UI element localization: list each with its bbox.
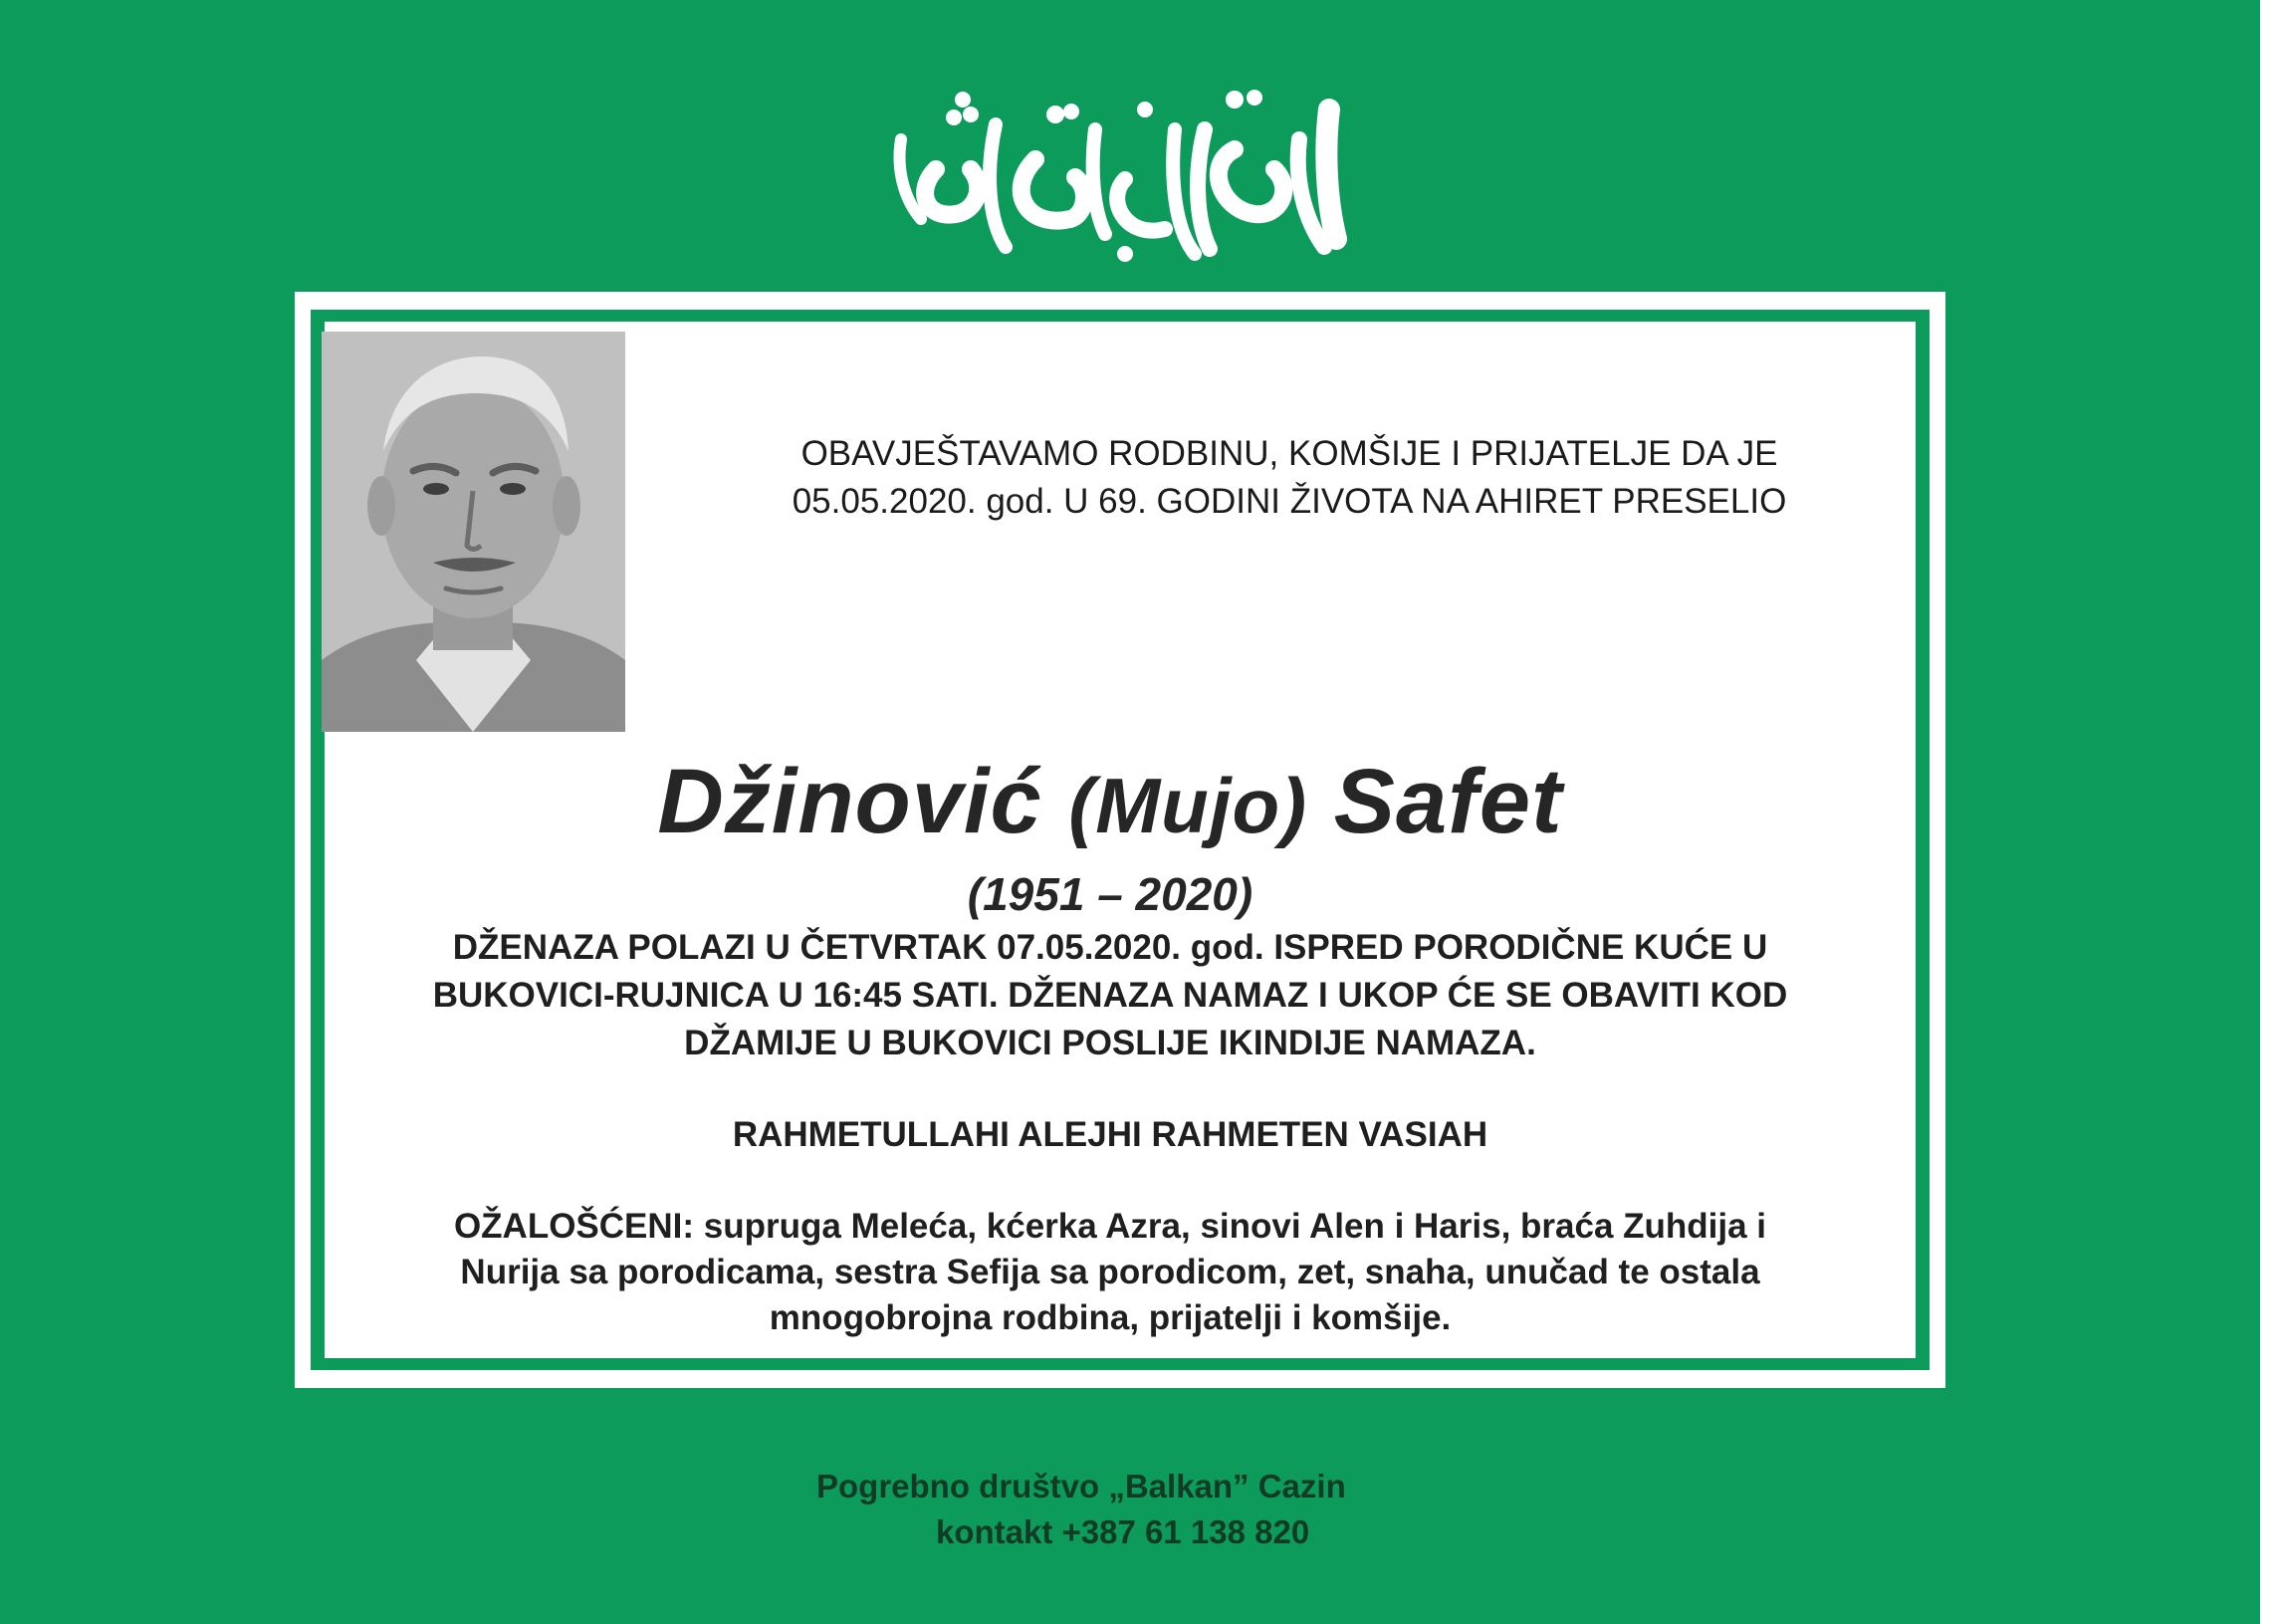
mourners-line: OŽALOŠĆENI: supruga Meleća, kćerka Azra, sinovi Alen i Haris, braća Zuhdija i <box>453 1207 1767 1246</box>
funeral-home-footer <box>597 1464 1613 1555</box>
deceased-first-name: Safet <box>1333 751 1563 852</box>
announcement-line: OBAVJEŠTAVAMO RODBINU, KOMŠIJE I PRIJATELJE DA JE <box>800 434 1778 473</box>
announcement-line: 05.05.2020. god. U 69. GODINI ŽIVOTA NA AHIRET PRESELIO <box>792 482 1787 521</box>
prayer-line: RAHMETULLAHI ALEJHI RAHMETEN VASIAH <box>732 1115 1488 1154</box>
funeral-line: DŽENAZA POLAZI U ČETVRTAK 07.05.2020. god. ISPRED PORODIČNE KUĆE U <box>452 928 1768 967</box>
deceased-surname: Džinović <box>657 751 1042 852</box>
life-years: (1951 – 2020) <box>967 868 1253 920</box>
deceased-middle-name: (Mujo) <box>1068 762 1308 849</box>
funeral-home-name: Pogrebno društvo „Balkan” Cazin <box>816 1468 1346 1505</box>
mourners-list <box>299 1204 1922 1341</box>
mourners-line: Nurija sa porodicama, sestra Sefija sa porodicom, zet, snaha, unučad te ostala <box>460 1253 1760 1291</box>
funeral-details <box>299 924 1922 1067</box>
funeral-line: DŽAMIJE U BUKOVICI POSLIJE IKINDIJE NAMAZA. <box>684 1024 1536 1062</box>
funeral-line: BUKOVICI-RUJNICA U 16:45 SATI. DŽENAZA NAMAZ I UKOP ĆE SE OBAVITI KOD <box>432 976 1788 1015</box>
mourners-line: mnogobrojna rodbina, prijatelji i komšije. <box>769 1298 1452 1337</box>
funeral-home-contact: kontakt +387 61 138 820 <box>936 1513 1310 1550</box>
scan-edge <box>2260 0 2276 1624</box>
announcement-text <box>617 430 1961 526</box>
arabic-calligraphy-heading <box>876 70 1354 269</box>
deceased-name <box>299 747 1922 860</box>
portrait-photo <box>322 332 625 732</box>
